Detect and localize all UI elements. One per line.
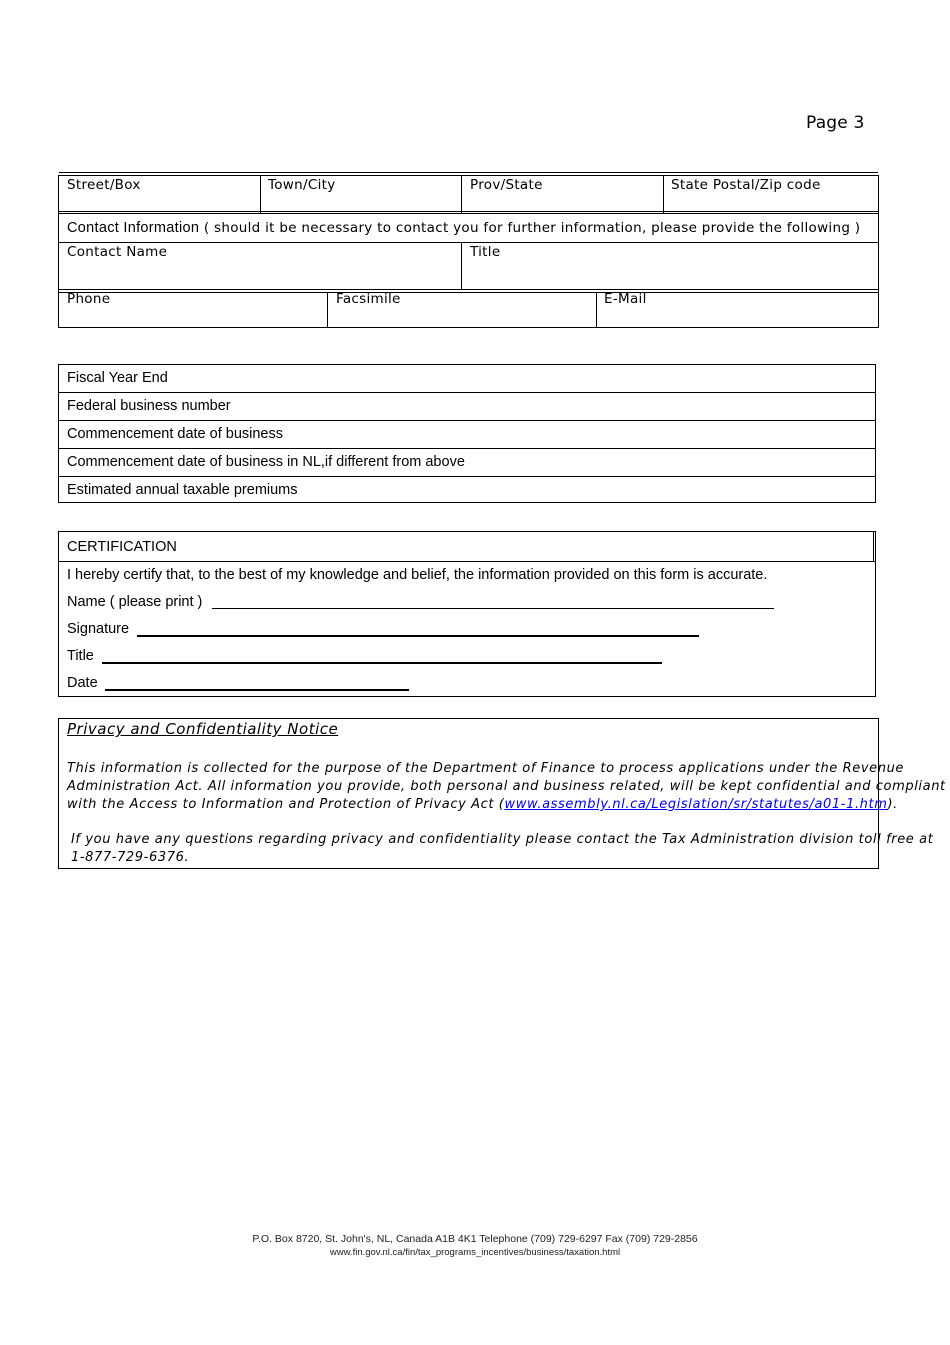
- date-underline: [105, 689, 409, 691]
- federal-business-number-row: Federal business number: [67, 398, 231, 414]
- facsimile-label: Facsimile: [336, 291, 401, 307]
- street-box-label: Street/Box: [67, 177, 141, 193]
- privacy-notice-box: [58, 718, 946, 869]
- address-table: [58, 175, 879, 214]
- privacy-para1-line3: [67, 796, 898, 814]
- page-number: Page 3: [806, 113, 865, 133]
- privacy-heading: Privacy and Confidentiality Notice: [67, 720, 339, 738]
- business-info-table: [58, 364, 876, 503]
- footer-address: P.O. Box 8720, St. John's, NL, Canada A1B 4K1 Telephone (709) 729-6297 Fax (709) 729-2856: [252, 1233, 698, 1245]
- privacy-para2-line1: If you have any questions regarding privacy and confidentiality please contact the Tax Administration division toll free at: [71, 832, 934, 847]
- estimated-premiums-row: Estimated annual taxable premiums: [67, 482, 298, 498]
- footer-url: www.fin.gov.nl.ca/fin/tax_programs_incentives/business/taxation.html: [329, 1247, 621, 1258]
- privacy-para2-line2: 1-877-729-6376.: [71, 850, 190, 865]
- privacy-para1-line3-post: ).: [887, 797, 898, 812]
- commencement-date-nl-row: Commencement date of business in NL,if different from above: [67, 454, 465, 470]
- date-label: Date: [67, 675, 98, 691]
- privacy-para1-line3-pre: with the Access to Information and Protection of Privacy Act (: [67, 797, 505, 812]
- legislation-link[interactable]: www.assembly.nl.ca/Legislation/sr/statutes/a01-1.htm: [504, 797, 888, 812]
- fiscal-year-end-row: Fiscal Year End: [67, 370, 168, 386]
- contact-name-label: Contact Name: [67, 244, 168, 260]
- certification-statement: I hereby certify that, to the best of my knowledge and belief, the information provided on this form is accurate.: [67, 567, 768, 583]
- privacy-para1-line1: This information is collected for the purpose of the Department of Finance to process applications under the Revenue: [67, 761, 905, 776]
- postal-code-label: State Postal/Zip code: [671, 177, 821, 193]
- privacy-para1-line2: Administration Act. All information you provide, both personal and business related, will be kept confidential and compliant: [67, 779, 946, 794]
- signature-underline: [137, 635, 699, 637]
- contact-table: [58, 213, 879, 328]
- title-underline: [102, 662, 662, 664]
- certification-box: [58, 531, 876, 697]
- contact-title-label: Title: [470, 244, 501, 260]
- commencement-date-row: Commencement date of business: [67, 426, 283, 442]
- title-label: Title: [67, 648, 94, 664]
- contact-info-row: [67, 220, 860, 236]
- prov-state-label: Prov/State: [470, 177, 543, 193]
- contact-note: ( should it be necessary to contact you for further information, please provide the following ): [199, 220, 861, 236]
- name-print-label: Name ( please print ): [67, 594, 203, 610]
- email-label: E-Mail: [604, 291, 647, 307]
- name-underline: [212, 608, 774, 609]
- signature-label: Signature: [67, 621, 130, 637]
- contact-heading: Contact Information: [67, 220, 200, 236]
- certification-heading: CERTIFICATION: [67, 539, 177, 555]
- phone-label: Phone: [67, 291, 111, 307]
- town-city-label: Town/City: [268, 177, 336, 193]
